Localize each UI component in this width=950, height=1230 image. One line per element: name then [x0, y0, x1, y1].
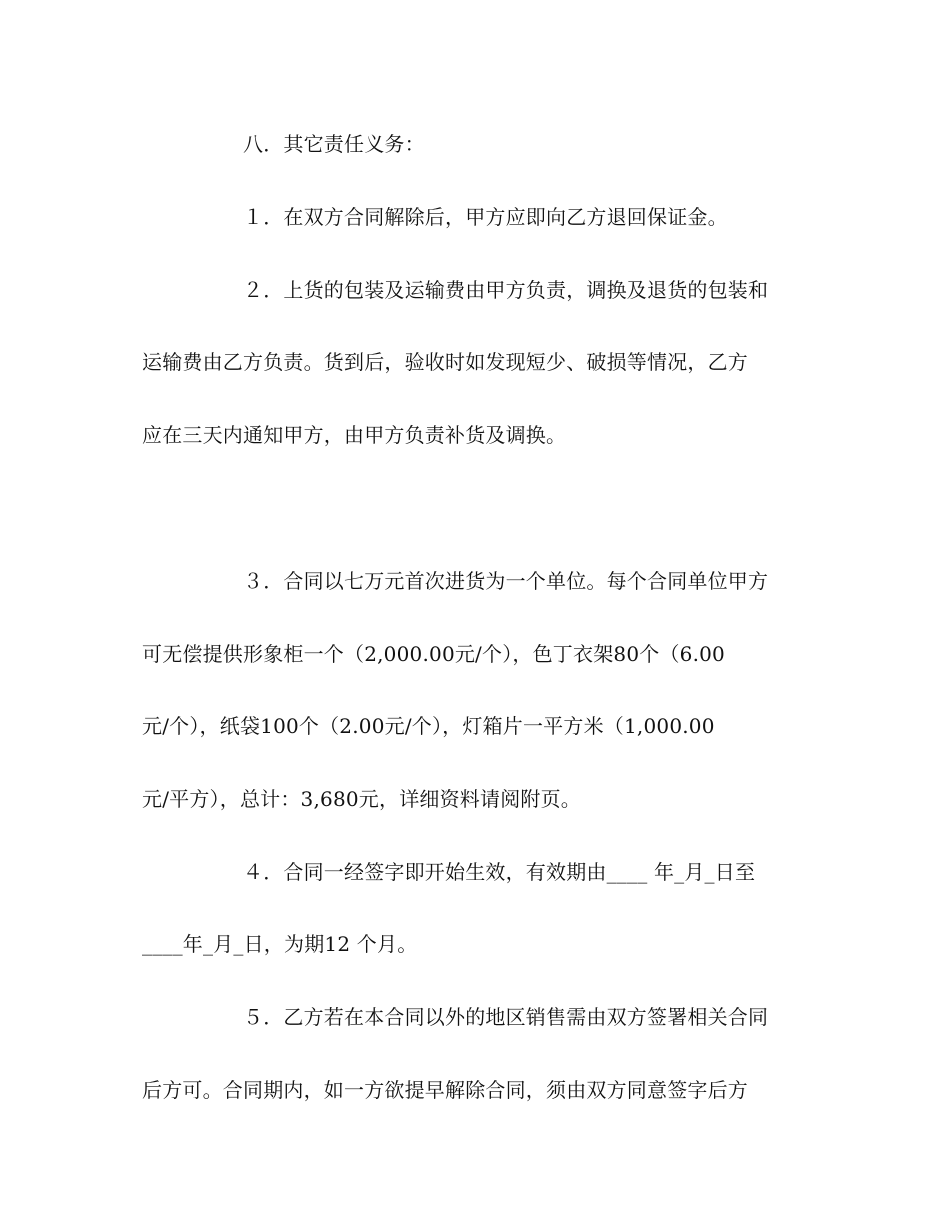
clause-3-line-4: 元/平方），总计：3,680元，详细资料请阅附页。 — [142, 787, 581, 811]
clause-3-line-3: 元/个），纸袋100个（2.00元/个），灯箱片一平方米（1,000.00 — [142, 714, 715, 738]
clause-3-line-2: 可无偿提供形象柜一个（2,000.00元/个），色丁衣架80个（6.00 — [142, 642, 725, 666]
clause-3-line-1: ３．合同以七万元首次进货为一个单位。每个合同单位甲方 — [243, 569, 769, 593]
clause-2-line-2: 运输费由乙方负责。货到后，验收时如发现短少、破损等情况，乙方 — [142, 350, 748, 374]
clause-4-line-2: ____年_月_日，为期12 个月。 — [142, 932, 418, 956]
clause-2-line-3: 应在三天内通知甲方，由甲方负责补货及调换。 — [142, 423, 567, 447]
clause-4-line-1: ４．合同一经签字即开始生效，有效期由____ 年_月_日至 — [243, 860, 756, 884]
clause-1-line-1: １．在双方合同解除后，甲方应即向乙方退回保证金。 — [243, 205, 728, 229]
section-heading: 八．其它责任义务： — [243, 132, 425, 156]
clause-2-line-1: ２．上货的包装及运输费由甲方负责，调换及退货的包装和 — [243, 278, 769, 302]
clause-5-line-2: 后方可。合同期内，如一方欲提早解除合同，须由双方同意签字后方 — [142, 1078, 748, 1102]
clause-5-line-1: ５．乙方若在本合同以外的地区销售需由双方签署相关合同 — [243, 1005, 769, 1029]
